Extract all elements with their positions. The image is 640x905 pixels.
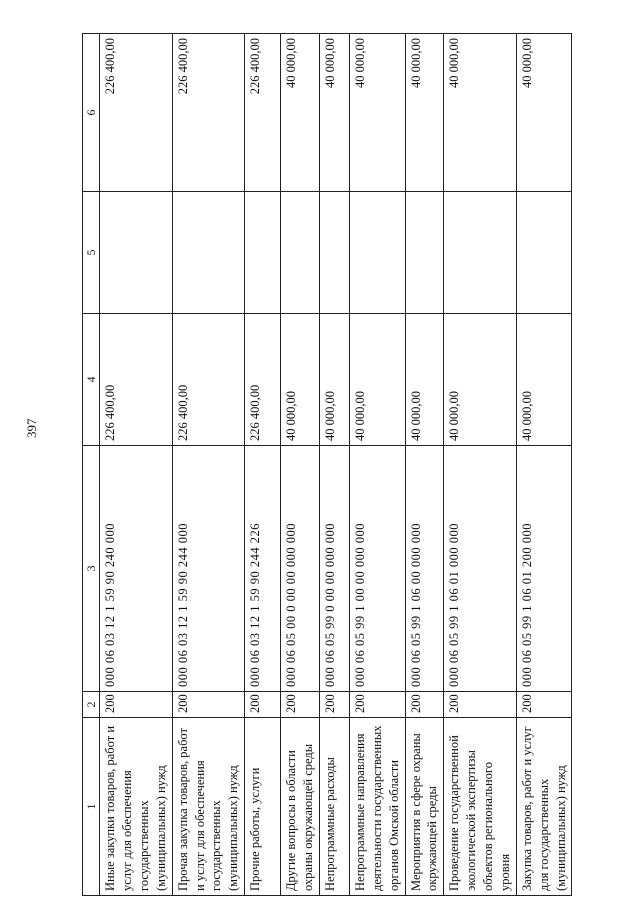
header-col-4: 4 xyxy=(83,314,100,446)
row-name: Мероприятия в сфере охраны окружающей среды xyxy=(405,718,444,896)
row-amount-col6: 40 000,00 xyxy=(444,34,517,192)
row-admin-code: 200 xyxy=(444,692,517,718)
table-row xyxy=(405,34,444,896)
row-admin-code: 200 xyxy=(281,692,320,718)
table-row xyxy=(444,34,517,896)
row-budget-code: 000 06 03 12 1 59 90 240 000 xyxy=(100,446,173,692)
page-number: 397 xyxy=(24,418,39,438)
row-amount-col6: 226 400,00 xyxy=(100,34,173,192)
header-col-6: 6 xyxy=(83,34,100,192)
row-name: Прочие работы, услуги xyxy=(245,718,281,896)
header-col-2: 2 xyxy=(83,692,100,718)
row-amount-col4: 40 000,00 xyxy=(319,314,349,446)
row-name: Закупка товаров, работ и услуг для государственных (муниципальных) нужд xyxy=(516,718,572,896)
row-amount-col5 xyxy=(100,192,173,314)
row-amount-col4: 40 000,00 xyxy=(281,314,320,446)
row-amount-col6: 40 000,00 xyxy=(405,34,444,192)
row-name: Непрограммные расходы xyxy=(319,718,349,896)
row-admin-code: 200 xyxy=(172,692,245,718)
budget-table xyxy=(82,33,572,896)
header-col-3: 3 xyxy=(83,446,100,692)
header-col-5: 5 xyxy=(83,192,100,314)
row-admin-code: 200 xyxy=(516,692,572,718)
row-amount-col5 xyxy=(516,192,572,314)
row-amount-col4: 226 400,00 xyxy=(245,314,281,446)
row-admin-code: 200 xyxy=(349,692,405,718)
table-row xyxy=(349,34,405,896)
row-amount-col4: 226 400,00 xyxy=(100,314,173,446)
row-amount-col5 xyxy=(405,192,444,314)
row-amount-col6: 40 000,00 xyxy=(516,34,572,192)
row-amount-col6: 226 400,00 xyxy=(245,34,281,192)
row-budget-code: 000 06 05 00 0 00 00 000 000 xyxy=(281,446,320,692)
table-row xyxy=(319,34,349,896)
row-amount-col5 xyxy=(444,192,517,314)
row-budget-code: 000 06 03 12 1 59 90 244 000 xyxy=(172,446,245,692)
row-amount-col5 xyxy=(281,192,320,314)
row-admin-code: 200 xyxy=(319,692,349,718)
row-budget-code: 000 06 05 99 0 00 00 000 000 xyxy=(319,446,349,692)
row-amount-col4: 226 400,00 xyxy=(172,314,245,446)
table-rotated-container xyxy=(82,34,568,896)
row-amount-col4: 40 000,00 xyxy=(516,314,572,446)
row-admin-code: 200 xyxy=(245,692,281,718)
table-row xyxy=(281,34,320,896)
row-admin-code: 200 xyxy=(100,692,173,718)
row-name: Прочая закупка товаров, работ и услуг для обеспечения государственных (муниципальных) нужд xyxy=(172,718,245,896)
row-amount-col4: 40 000,00 xyxy=(444,314,517,446)
row-amount-col4: 40 000,00 xyxy=(405,314,444,446)
row-budget-code: 000 06 03 12 1 59 90 244 226 xyxy=(245,446,281,692)
row-amount-col6: 40 000,00 xyxy=(319,34,349,192)
row-budget-code: 000 06 05 99 1 06 01 200 000 xyxy=(516,446,572,692)
row-name: Иные закупки товаров, работ и услуг для обеспечения государственных (муниципальных) нужд xyxy=(100,718,173,896)
row-amount-col5 xyxy=(245,192,281,314)
row-name: Проведение государственной экологической экспертизы объектов регионального уровня xyxy=(444,718,517,896)
table-row xyxy=(172,34,245,896)
row-name: Непрограммные направления деятельности государственных органов Омской области xyxy=(349,718,405,896)
header-col-1: 1 xyxy=(83,718,100,896)
row-amount-col5 xyxy=(172,192,245,314)
row-name: Другие вопросы в области охраны окружающей среды xyxy=(281,718,320,896)
row-amount-col5 xyxy=(319,192,349,314)
row-budget-code: 000 06 05 99 1 06 00 000 000 xyxy=(405,446,444,692)
row-amount-col6: 40 000,00 xyxy=(349,34,405,192)
row-admin-code: 200 xyxy=(405,692,444,718)
row-amount-col6: 226 400,00 xyxy=(172,34,245,192)
row-amount-col6: 40 000,00 xyxy=(281,34,320,192)
row-amount-col5 xyxy=(349,192,405,314)
table-row xyxy=(516,34,572,896)
row-amount-col4: 40 000,00 xyxy=(349,314,405,446)
table-header-row xyxy=(83,34,100,896)
row-budget-code: 000 06 05 99 1 06 01 000 000 xyxy=(444,446,517,692)
row-budget-code: 000 06 05 99 1 00 00 000 000 xyxy=(349,446,405,692)
table-row xyxy=(100,34,173,896)
table-row xyxy=(245,34,281,896)
